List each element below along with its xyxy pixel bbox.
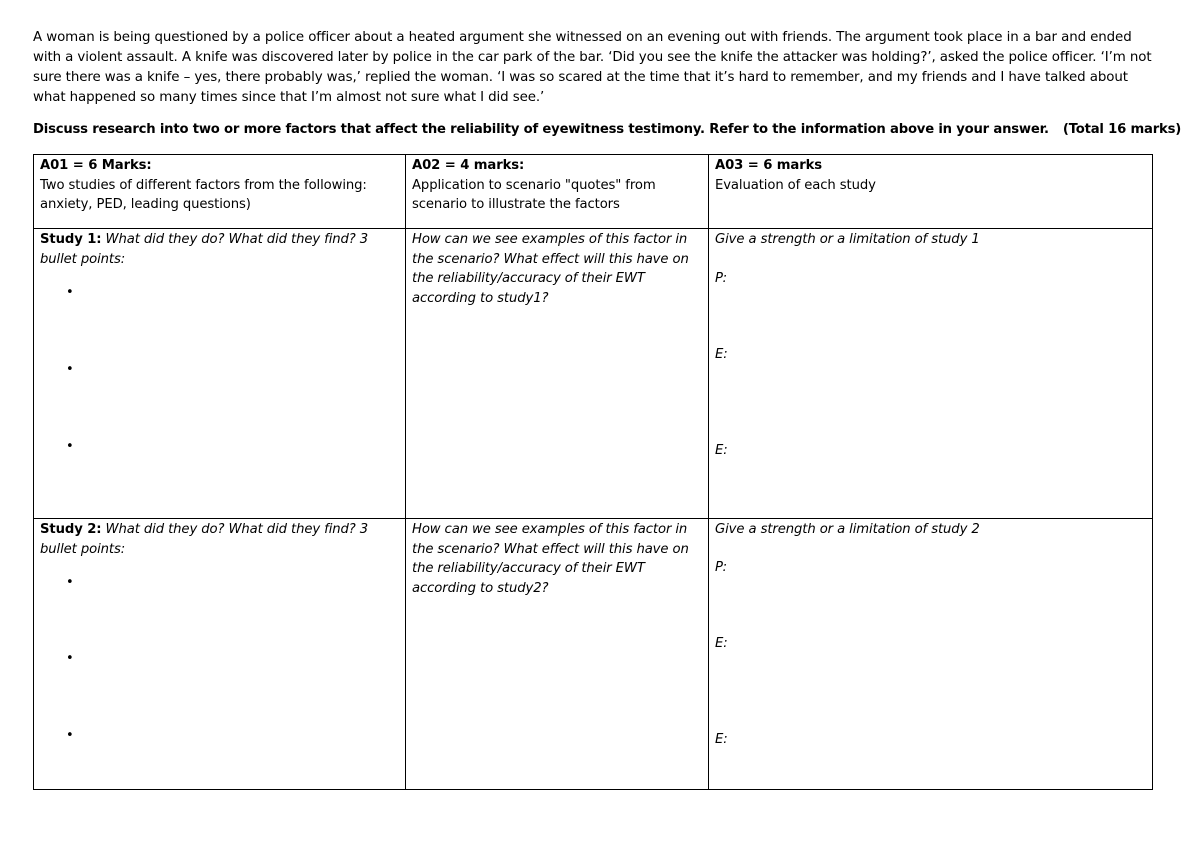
study-1-a02-cell[interactable] [406, 229, 709, 519]
study-2-question: What did they do? What did they find? 3 bullet points: [40, 522, 369, 557]
study-1-a01-cell[interactable] [34, 229, 406, 519]
study-2-evaluation-prompt: Give a strength or a limitation of study 2 [715, 522, 980, 537]
study-1-point-label: P: [715, 271, 727, 286]
header-row [34, 155, 1153, 229]
study-1-bullet-3: • [66, 439, 74, 454]
a03-description: Evaluation of each study [715, 177, 876, 193]
study-1-bullet-1: • [66, 285, 74, 300]
a02-description: Application to scenario "quotes" from scenario to illustrate the factors [412, 177, 656, 212]
study-1-a03-cell[interactable] [709, 229, 1153, 519]
study-2-explain-label: E: [715, 732, 728, 747]
study-2-label: Study 2: [40, 522, 102, 537]
header-cell-a03 [709, 155, 1153, 229]
study-2-application-prompt: How can we see examples of this factor in the scenario? What effect will this have on the reliability/accuracy of their EWT according to study2? [412, 522, 689, 596]
a03-title: A03 = 6 marks [715, 158, 823, 173]
study-2-a03-cell[interactable] [709, 519, 1153, 790]
a01-title: A01 = 6 Marks: [40, 158, 152, 173]
study-2-evidence-label: E: [715, 636, 728, 651]
study-1-label: Study 1: [40, 232, 102, 247]
essay-question [33, 120, 1182, 140]
study-2-a01-cell[interactable] [34, 519, 406, 790]
study-1-bullet-2: • [66, 362, 74, 377]
study-1-prompt [40, 230, 399, 269]
study-1-evaluation-prompt: Give a strength or a limitation of study 1 [715, 232, 980, 247]
a02-title: A02 = 4 marks: [412, 158, 525, 173]
study-2-a02-cell[interactable] [406, 519, 709, 790]
study-1-evidence-label: E: [715, 347, 728, 362]
study-2-bullet-2: • [66, 651, 74, 666]
header-cell-a02 [406, 155, 709, 229]
study-1-row [34, 229, 1153, 519]
study-2-row [34, 519, 1153, 790]
scenario-paragraph: A woman is being questioned by a police officer about a heated argument she witnessed on an evening out with friends. The argument took place in a bar and ended with a violent assault. A knife was discovered later by police in the car park of the bar. ‘Did you see the knife the attacker was holding?’, asked the police officer. ‘I’m not sure there was a knife – yes, there probably was,’ replied the woman. ‘I was so scared at the time that it’s hard to remember, and my friends and I have talked about what happened so many times since that I’m almost not sure what I did see.’ [33, 30, 1152, 105]
a01-description: Two studies of different factors from the following: anxiety, PED, leading questions) [40, 177, 367, 212]
header-cell-a01 [34, 155, 406, 229]
study-2-bullet-3: • [66, 728, 74, 743]
question-text: Discuss research into two or more factors that affect the reliability of eyewitness testimony. Refer to the information above in your answer. [33, 122, 1049, 137]
total-marks: (Total 16 marks) [1062, 122, 1182, 137]
study-2-bullet-1: • [66, 575, 74, 590]
study-1-question: What did they do? What did they find? 3 bullet points: [40, 232, 369, 267]
study-2-point-label: P: [715, 560, 727, 575]
study-1-explain-label: E: [715, 443, 728, 458]
study-2-prompt [40, 520, 399, 559]
study-1-application-prompt: How can we see examples of this factor in the scenario? What effect will this have on the reliability/accuracy of their EWT according to study1? [412, 232, 689, 306]
essay-plan-table [33, 154, 1153, 790]
